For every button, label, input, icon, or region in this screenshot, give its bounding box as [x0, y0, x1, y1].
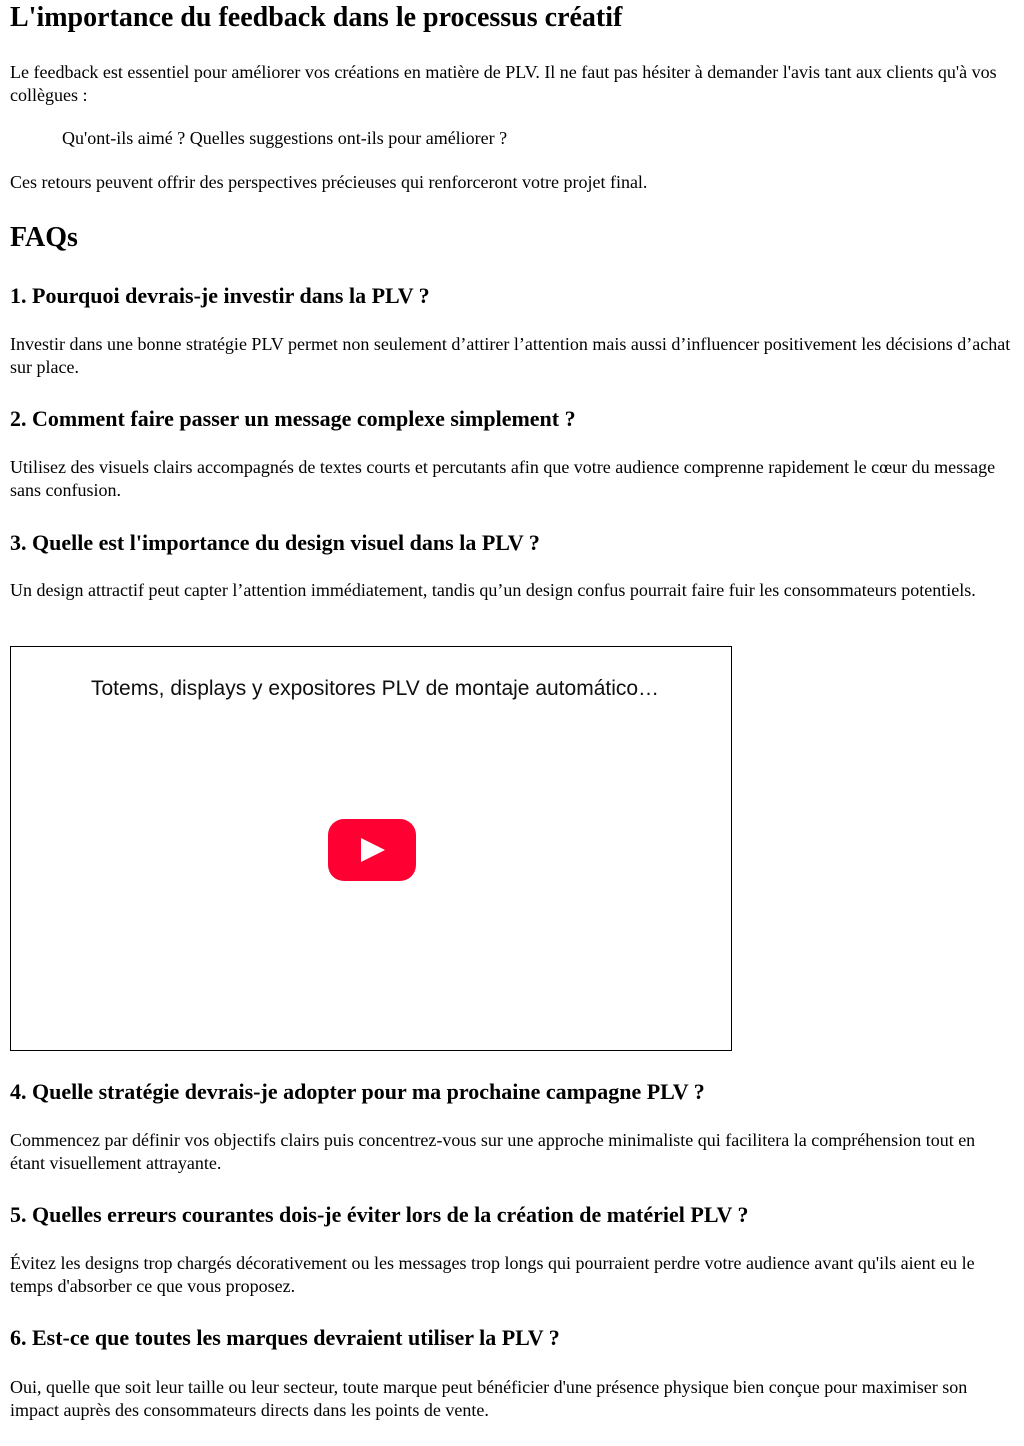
play-button[interactable]: [328, 819, 416, 881]
faq-question-6: 6. Est-ce que toutes les marques devraient utiliser la PLV ?: [10, 1325, 560, 1350]
faqs-heading: FAQs: [10, 222, 78, 253]
faq-answer-3: Un design attractif peut capter l’attention immédiatement, tandis qu’un design confus pourrait faire fuir les consommateurs potentiels.: [10, 580, 976, 600]
intro-paragraph: Le feedback est essentiel pour améliorer vos créations en matière de PLV. Il ne faut pas hésiter à demander l'avis tant aux clients qu'à vos collègues :: [10, 62, 997, 105]
faq-answer-4: Commencez par définir vos objectifs clairs puis concentrez-vous sur une approche minimaliste qui facilitera la compréhension tout en étant visuellement attrayante.: [10, 1130, 976, 1173]
youtube-play-icon: [361, 838, 385, 862]
faq-answer-6: Oui, quelle que soit leur taille ou leur secteur, toute marque peut bénéficier d'une présence physique bien conçue pour maximiser son impact auprès des consommateurs directs dans les points de vente.: [10, 1377, 968, 1420]
faq-question-5: 5. Quelles erreurs courantes dois-je éviter lors de la création de matériel PLV ?: [10, 1202, 749, 1227]
outro-paragraph: Ces retours peuvent offrir des perspectives précieuses qui renforceront votre projet final.: [10, 172, 648, 192]
video-embed[interactable]: [10, 646, 732, 1051]
article-heading: L'importance du feedback dans le processus créatif: [10, 2, 623, 33]
faq-question-4: 4. Quelle stratégie devrais-je adopter pour ma prochaine campagne PLV ?: [10, 1079, 705, 1104]
faq-answer-2: Utilisez des visuels clairs accompagnés de textes courts et percutants afin que votre audience comprenne rapidement le cœur du message sans confusion.: [10, 457, 996, 500]
feedback-quote: Qu'ont-ils aimé ? Quelles suggestions ont-ils pour améliorer ?: [62, 128, 508, 148]
faq-question-3: 3. Quelle est l'importance du design visuel dans la PLV ?: [10, 530, 540, 555]
faq-question-2: 2. Comment faire passer un message complexe simplement ?: [10, 406, 576, 431]
video-title[interactable]: Totems, displays y expositores PLV de montaje automático…: [91, 677, 660, 700]
faq-question-1: 1. Pourquoi devrais-je investir dans la PLV ?: [10, 283, 430, 308]
faq-answer-5: Évitez les designs trop chargés décorativement ou les messages trop longs qui pourraient perdre votre audience avant qu'ils aient eu le temps d'absorber ce que vous proposez.: [10, 1253, 975, 1296]
faq-answer-1: Investir dans une bonne stratégie PLV permet non seulement d’attirer l’attention mais aussi d’influencer positivement les décisions d’achat sur place.: [10, 334, 1011, 377]
